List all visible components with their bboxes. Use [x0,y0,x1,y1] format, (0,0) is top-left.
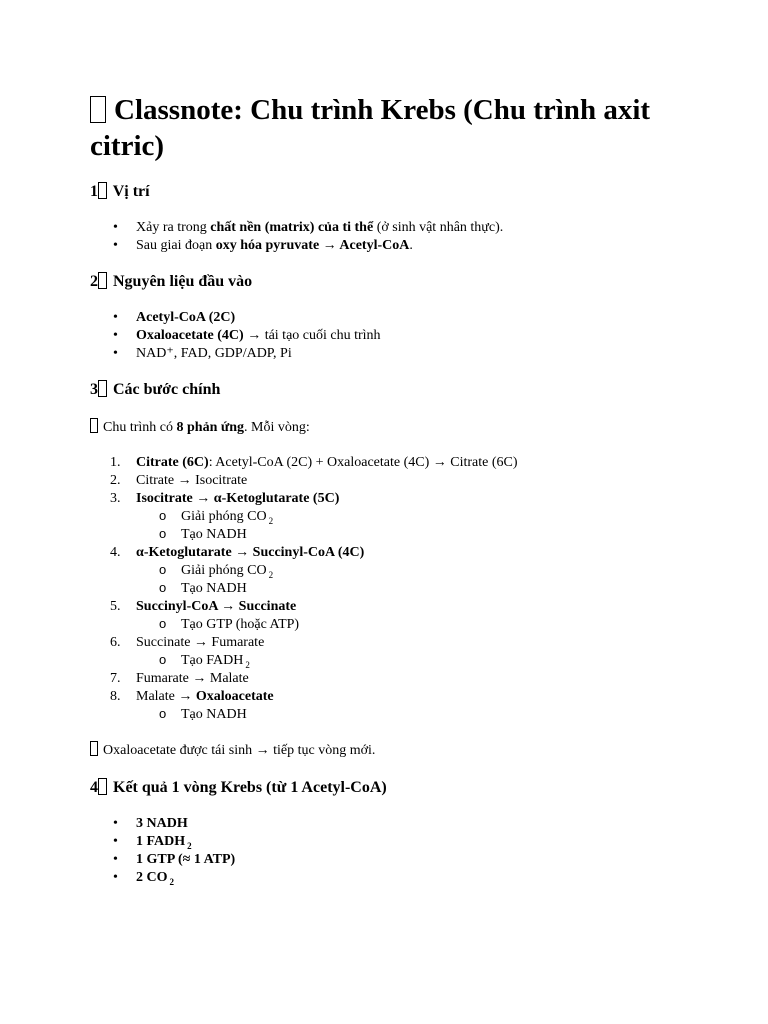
step-item [90,544,690,598]
subscript: 2 [187,841,192,851]
item-bold-text: chất nền (matrix) của ti thể [210,220,374,235]
keycap-glyph-icon [98,182,107,199]
section-number: 4 [90,779,98,796]
subscript: 2 [169,877,174,887]
sub-item [136,616,690,634]
keycap-glyph-icon [98,380,107,397]
sub-item-text: Giải phóng CO [181,563,267,578]
location-list [90,219,690,255]
sub-item [136,508,690,526]
sub-item-text: Tạo GTP (hoặc ATP) [181,617,300,632]
outro-text: Oxaloacetate được tái sinh → tiếp tục vòng mới. [103,743,376,758]
sub-list [136,616,690,634]
step-number: 3. [110,491,121,506]
section-4-heading [90,778,690,798]
sub-item [136,706,690,724]
section-heading-text: Vị trí [112,183,150,200]
step-item [90,634,690,670]
sub-item [136,580,690,598]
subscript: 2 [268,516,274,526]
item-text: Xảy ra trong [136,220,211,235]
item-bold-text: oxy hóa pyruvate → Acetyl-CoA [215,238,410,253]
list-item [90,237,690,255]
step-number: 5. [110,599,121,614]
missing-glyph-icon [90,741,98,756]
page-title [90,92,690,164]
item-bold-text: 2 CO [136,870,168,885]
step-number: 6. [110,635,121,650]
step-item [90,490,690,544]
item-text: (ở sinh vật nhân thực). [373,220,504,235]
sub-item-text: Tạo NADH [181,707,247,722]
document-page [90,92,690,904]
subscript: 2 [268,570,274,580]
item-text: NAD⁺, FAD, GDP/ADP, Pi [136,346,292,361]
list-item [90,833,690,851]
section-1-heading [90,182,690,202]
results-list [90,815,690,887]
section-2-heading [90,272,690,292]
list-item [90,815,690,833]
step-text: : Acetyl-CoA (2C) + Oxaloacetate (4C) → Citrate (6C) [208,455,518,470]
step-bold-text: Isocitrate → α-Ketoglutarate (5C) [136,491,340,506]
keycap-glyph-icon [98,272,107,289]
section-number: 2 [90,273,98,290]
steps-intro [90,418,690,437]
item-bold-text: Acetyl-CoA (2C) [136,310,236,325]
intro-text: . Mỗi vòng: [244,420,310,435]
section-number: 3 [90,381,98,398]
step-item [90,670,690,688]
item-bold-text: 1 GTP (≈ 1 ATP) [136,852,236,867]
section-heading-text: Các bước chính [113,381,221,398]
step-text: Malate → [136,689,196,704]
step-bold-text: Oxaloacetate [195,689,274,704]
section-3-heading [90,380,690,400]
step-text: Fumarate → Malate [136,671,249,686]
list-item [90,219,690,237]
sub-item [136,562,690,580]
sub-list [136,562,690,598]
step-number: 4. [110,545,121,560]
step-text: Citrate → Isocitrate [136,473,248,488]
missing-glyph-icon [90,418,98,433]
intro-bold-text: 8 phản ứng [176,420,245,435]
sub-item [136,526,690,544]
page-title-text: Classnote: Chu trình Krebs (Chu trình axit citric) [90,94,651,162]
item-text: Sau giai đoạn [136,238,216,253]
step-number: 1. [110,455,121,470]
inputs-list [90,309,690,363]
missing-glyph-icon [90,96,106,123]
step-number: 7. [110,671,121,686]
sub-list [136,652,690,670]
list-item [90,851,690,869]
step-text: Succinate → Fumarate [136,635,265,650]
step-item [90,454,690,472]
item-text: . [409,238,413,253]
item-bold-text: Oxaloacetate (4C) [136,328,244,343]
step-number: 8. [110,689,121,704]
sub-item-text: Giải phóng CO [181,509,267,524]
step-number: 2. [110,473,121,488]
sub-item-text: Tạo FADH [181,653,244,668]
section-heading-text: Kết quả 1 vòng Krebs (từ 1 Acetyl-CoA) [113,779,387,796]
step-item [90,472,690,490]
steps-outro [90,741,690,760]
step-bold-text: Succinyl-CoA → Succinate [136,599,297,614]
item-bold-text: 3 NADH [136,816,188,831]
list-item [90,327,690,345]
sub-list [136,706,690,724]
subscript: 2 [245,660,250,670]
sub-list [136,508,690,544]
step-item [90,688,690,724]
step-bold-text: α-Ketoglutarate → Succinyl-CoA (4C) [136,545,365,560]
list-item [90,309,690,327]
intro-text: Chu trình có [103,420,177,435]
list-item [90,345,690,363]
keycap-glyph-icon [98,778,107,795]
item-bold-text: 1 FADH [136,834,186,849]
list-item [90,869,690,887]
step-bold-text: Citrate (6C) [136,455,209,470]
sub-item [136,652,690,670]
sub-item-text: Tạo NADH [181,527,247,542]
item-text: → tái tạo cuối chu trình [243,328,381,343]
section-heading-text: Nguyên liệu đầu vào [113,273,253,290]
sub-item-text: Tạo NADH [181,581,247,596]
section-number: 1 [90,183,98,200]
steps-list [90,454,690,724]
step-item [90,598,690,634]
